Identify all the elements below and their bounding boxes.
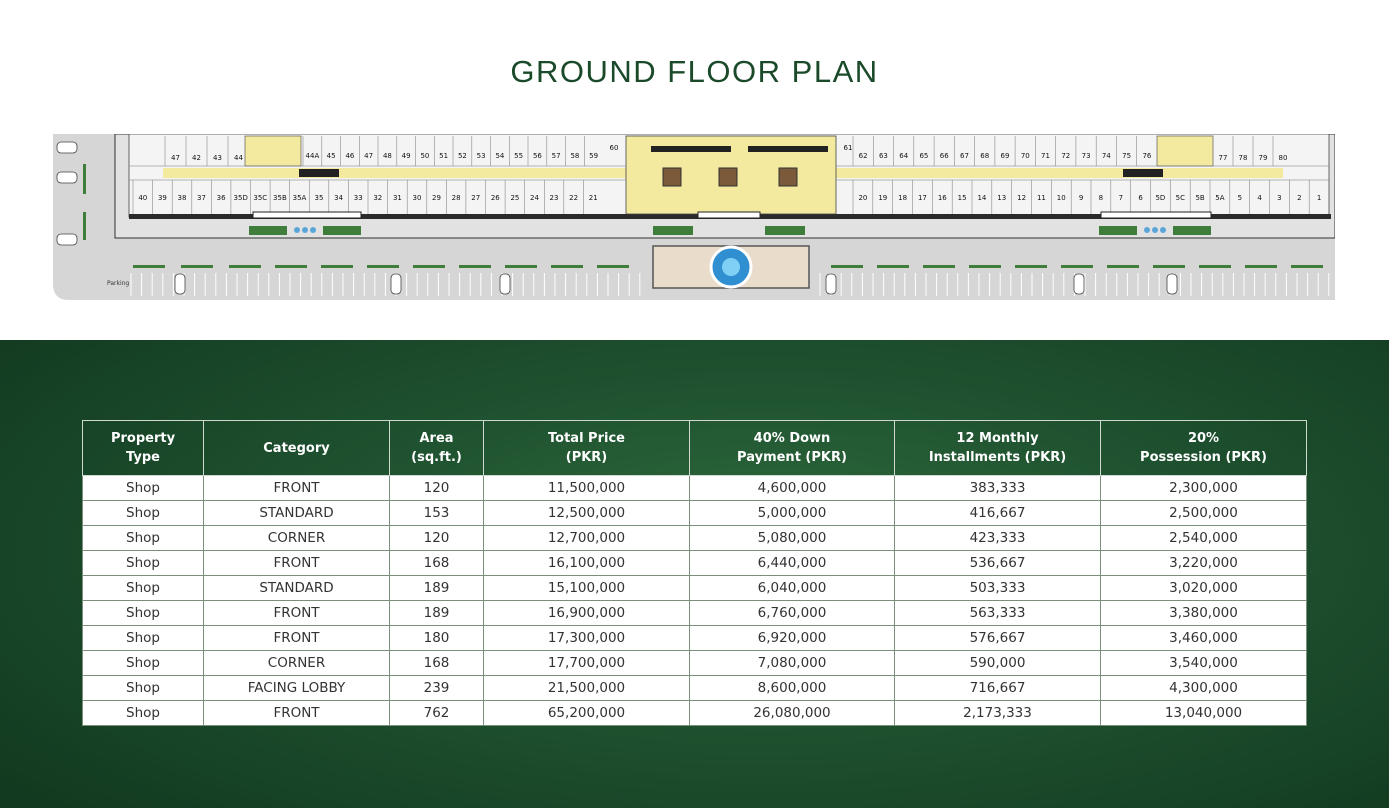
unit-label: 48 bbox=[382, 152, 392, 160]
unit-label: 35 bbox=[314, 194, 324, 202]
header-total-price: Total Price (PKR) bbox=[484, 421, 690, 476]
table-cell: 120 bbox=[390, 476, 484, 501]
unit-label: 76 bbox=[1142, 152, 1152, 160]
table-row bbox=[83, 651, 1307, 676]
header-area: Area (sq.ft.) bbox=[390, 421, 484, 476]
unit-label: 25 bbox=[510, 194, 520, 202]
unit-label: 7 bbox=[1118, 194, 1124, 202]
table-cell: 536,667 bbox=[895, 551, 1101, 576]
table-header-row bbox=[83, 421, 1307, 476]
table-cell: STANDARD bbox=[204, 576, 390, 601]
table-cell: Shop bbox=[83, 551, 204, 576]
table-cell: 65,200,000 bbox=[484, 701, 690, 726]
table-row bbox=[83, 476, 1307, 501]
table-cell: 716,667 bbox=[895, 676, 1101, 701]
table-cell: 3,220,000 bbox=[1101, 551, 1307, 576]
table-row bbox=[83, 626, 1307, 651]
unit-label: 80 bbox=[1278, 154, 1288, 162]
unit-label: 27 bbox=[471, 194, 481, 202]
table-cell: 563,333 bbox=[895, 601, 1101, 626]
unit-label: 5D bbox=[1155, 194, 1166, 202]
table-cell: 13,040,000 bbox=[1101, 701, 1307, 726]
unit-label: 50 bbox=[420, 152, 430, 160]
unit-label: 53 bbox=[476, 152, 486, 160]
table-cell: 17,300,000 bbox=[484, 626, 690, 651]
table-cell: 2,300,000 bbox=[1101, 476, 1307, 501]
table-cell: 168 bbox=[390, 551, 484, 576]
unit-label: 73 bbox=[1081, 152, 1091, 160]
unit-label: 44A bbox=[305, 152, 320, 160]
table-cell: Shop bbox=[83, 501, 204, 526]
unit-label: 64 bbox=[899, 152, 909, 160]
unit-label: 52 bbox=[457, 152, 467, 160]
table-cell: STANDARD bbox=[204, 501, 390, 526]
header-monthly-installments: 12 Monthly Installments (PKR) bbox=[895, 421, 1101, 476]
unit-label: 5 bbox=[1237, 194, 1243, 202]
unit-label: 36 bbox=[216, 194, 226, 202]
unit-label: 40 bbox=[138, 194, 148, 202]
unit-label: 5C bbox=[1175, 194, 1185, 202]
unit-label: 79 bbox=[1258, 154, 1268, 162]
table-cell: 11,500,000 bbox=[484, 476, 690, 501]
price-table bbox=[82, 420, 1307, 726]
table-cell: 6,040,000 bbox=[690, 576, 895, 601]
table-cell: 12,500,000 bbox=[484, 501, 690, 526]
unit-label: 47 bbox=[364, 152, 374, 160]
table-row bbox=[83, 676, 1307, 701]
unit-label: 78 bbox=[1238, 154, 1248, 162]
table-cell: 17,700,000 bbox=[484, 651, 690, 676]
unit-label: 42 bbox=[192, 154, 201, 162]
table-cell: 120 bbox=[390, 526, 484, 551]
table-cell: 2,540,000 bbox=[1101, 526, 1307, 551]
table-cell: Shop bbox=[83, 601, 204, 626]
header-down-payment: 40% Down Payment (PKR) bbox=[690, 421, 895, 476]
header-property-type: Property Type bbox=[83, 421, 204, 476]
unit-label: 34 bbox=[334, 194, 344, 202]
table-cell: 189 bbox=[390, 576, 484, 601]
table-cell: 383,333 bbox=[895, 476, 1101, 501]
table-cell: 5,000,000 bbox=[690, 501, 895, 526]
unit-label: 13 bbox=[997, 194, 1007, 202]
table-cell: 180 bbox=[390, 626, 484, 651]
unit-label: 23 bbox=[549, 194, 559, 202]
table-row bbox=[83, 576, 1307, 601]
unit-label: 67 bbox=[960, 152, 969, 160]
table-cell: 6,760,000 bbox=[690, 601, 895, 626]
unit-label: 72 bbox=[1061, 152, 1071, 160]
table-cell: Shop bbox=[83, 626, 204, 651]
table-cell: Shop bbox=[83, 526, 204, 551]
unit-label: 37 bbox=[197, 194, 206, 202]
table-cell: Shop bbox=[83, 476, 204, 501]
table-cell: 16,900,000 bbox=[484, 601, 690, 626]
table-cell: 503,333 bbox=[895, 576, 1101, 601]
table-cell: FACING LOBBY bbox=[204, 676, 390, 701]
table-cell: 4,300,000 bbox=[1101, 676, 1307, 701]
unit-label: 75 bbox=[1122, 152, 1132, 160]
unit-label: 56 bbox=[532, 152, 542, 160]
unit-label: 6 bbox=[1138, 194, 1143, 202]
table-cell: 8,600,000 bbox=[690, 676, 895, 701]
unit-label: 31 bbox=[392, 194, 402, 202]
table-cell: 7,080,000 bbox=[690, 651, 895, 676]
table-cell: 153 bbox=[390, 501, 484, 526]
table-cell: 3,460,000 bbox=[1101, 626, 1307, 651]
table-cell: 3,020,000 bbox=[1101, 576, 1307, 601]
table-cell: 26,080,000 bbox=[690, 701, 895, 726]
header-possession: 20% Possession (PKR) bbox=[1101, 421, 1307, 476]
unit-label: 70 bbox=[1020, 152, 1030, 160]
unit-label: 30 bbox=[412, 194, 422, 202]
unit-label: 28 bbox=[451, 194, 461, 202]
unit-label: 14 bbox=[977, 194, 987, 202]
unit-label: 68 bbox=[980, 152, 990, 160]
table-cell: 2,500,000 bbox=[1101, 501, 1307, 526]
table-cell: 2,173,333 bbox=[895, 701, 1101, 726]
unit-label: 57 bbox=[551, 152, 561, 160]
unit-label: 29 bbox=[432, 194, 441, 202]
table-cell: Shop bbox=[83, 651, 204, 676]
unit-label: 49 bbox=[401, 152, 411, 160]
unit-label: 58 bbox=[570, 152, 580, 160]
table-cell: 3,380,000 bbox=[1101, 601, 1307, 626]
table-row bbox=[83, 601, 1307, 626]
table-cell: Shop bbox=[83, 676, 204, 701]
unit-label: 16 bbox=[937, 194, 947, 202]
unit-label: 35D bbox=[233, 194, 248, 202]
unit-label: 47 bbox=[171, 154, 180, 162]
table-cell: 576,667 bbox=[895, 626, 1101, 651]
unit-label: 61 bbox=[843, 144, 853, 152]
unit-label: 69 bbox=[1000, 152, 1010, 160]
table-cell: 590,000 bbox=[895, 651, 1101, 676]
table-cell: CORNER bbox=[204, 526, 390, 551]
table-cell: FRONT bbox=[204, 601, 390, 626]
table-cell: FRONT bbox=[204, 701, 390, 726]
table-cell: 239 bbox=[390, 676, 484, 701]
unit-label: 54 bbox=[495, 152, 505, 160]
unit-label: 44 bbox=[234, 154, 243, 162]
unit-label: 18 bbox=[898, 194, 908, 202]
unit-label: 2 bbox=[1297, 194, 1302, 202]
page-title: GROUND FLOOR PLAN bbox=[510, 54, 879, 89]
unit-label: 60 bbox=[609, 144, 619, 152]
table-row bbox=[83, 551, 1307, 576]
table-cell: 6,440,000 bbox=[690, 551, 895, 576]
unit-label: 3 bbox=[1277, 194, 1282, 202]
unit-label: 10 bbox=[1056, 194, 1066, 202]
unit-label: 45 bbox=[326, 152, 336, 160]
ground-floor-plan bbox=[53, 134, 1335, 300]
table-cell: FRONT bbox=[204, 476, 390, 501]
header-category: Category bbox=[204, 421, 390, 476]
unit-label: 26 bbox=[490, 194, 500, 202]
table-cell: 423,333 bbox=[895, 526, 1101, 551]
unit-label: 17 bbox=[917, 194, 927, 202]
unit-label: 15 bbox=[957, 194, 967, 202]
unit-label: 33 bbox=[353, 194, 363, 202]
unit-label: 21 bbox=[588, 194, 598, 202]
table-cell: 12,700,000 bbox=[484, 526, 690, 551]
unit-label: 59 bbox=[589, 152, 599, 160]
table-cell: 3,540,000 bbox=[1101, 651, 1307, 676]
unit-label: 38 bbox=[177, 194, 187, 202]
unit-label: 71 bbox=[1041, 152, 1050, 160]
parking-label: Parking bbox=[107, 280, 130, 287]
table-cell: 16,100,000 bbox=[484, 551, 690, 576]
table-cell: 416,667 bbox=[895, 501, 1101, 526]
unit-label: 32 bbox=[373, 194, 383, 202]
unit-label: 5B bbox=[1195, 194, 1205, 202]
table-cell: FRONT bbox=[204, 551, 390, 576]
table-cell: CORNER bbox=[204, 651, 390, 676]
unit-label: 46 bbox=[345, 152, 355, 160]
unit-label: 43 bbox=[213, 154, 222, 162]
unit-label: 22 bbox=[569, 194, 579, 202]
unit-label: 9 bbox=[1078, 194, 1084, 202]
unit-label: 1 bbox=[1316, 194, 1322, 202]
unit-label: 35A bbox=[292, 194, 307, 202]
unit-label: 63 bbox=[878, 152, 888, 160]
table-cell: 21,500,000 bbox=[484, 676, 690, 701]
unit-label: 35C bbox=[253, 194, 268, 202]
unit-label: 55 bbox=[514, 152, 524, 160]
unit-label: 8 bbox=[1098, 194, 1104, 202]
unit-label: 20 bbox=[858, 194, 868, 202]
table-cell: 762 bbox=[390, 701, 484, 726]
table-row bbox=[83, 526, 1307, 551]
unit-label: 66 bbox=[939, 152, 949, 160]
table-cell: Shop bbox=[83, 576, 204, 601]
unit-label: 62 bbox=[858, 152, 868, 160]
unit-label: 65 bbox=[919, 152, 929, 160]
plan-section bbox=[0, 0, 1389, 340]
unit-label: 35B bbox=[273, 194, 287, 202]
unit-label: 39 bbox=[157, 194, 167, 202]
unit-label: 74 bbox=[1101, 152, 1111, 160]
table-cell: 6,920,000 bbox=[690, 626, 895, 651]
unit-label: 11 bbox=[1036, 194, 1046, 202]
table-cell: 168 bbox=[390, 651, 484, 676]
table-row bbox=[83, 701, 1307, 726]
unit-label: 24 bbox=[530, 194, 539, 202]
unit-label: 51 bbox=[439, 152, 449, 160]
table-cell: 15,100,000 bbox=[484, 576, 690, 601]
table-cell: FRONT bbox=[204, 626, 390, 651]
unit-label: 5A bbox=[1215, 194, 1225, 202]
unit-label: 12 bbox=[1017, 194, 1027, 202]
table-cell: 5,080,000 bbox=[690, 526, 895, 551]
unit-label: 77 bbox=[1218, 154, 1228, 162]
table-row bbox=[83, 501, 1307, 526]
unit-label: 4 bbox=[1257, 194, 1262, 202]
table-cell: Shop bbox=[83, 701, 204, 726]
table-cell: 4,600,000 bbox=[690, 476, 895, 501]
table-cell: 189 bbox=[390, 601, 484, 626]
unit-label: 19 bbox=[878, 194, 888, 202]
